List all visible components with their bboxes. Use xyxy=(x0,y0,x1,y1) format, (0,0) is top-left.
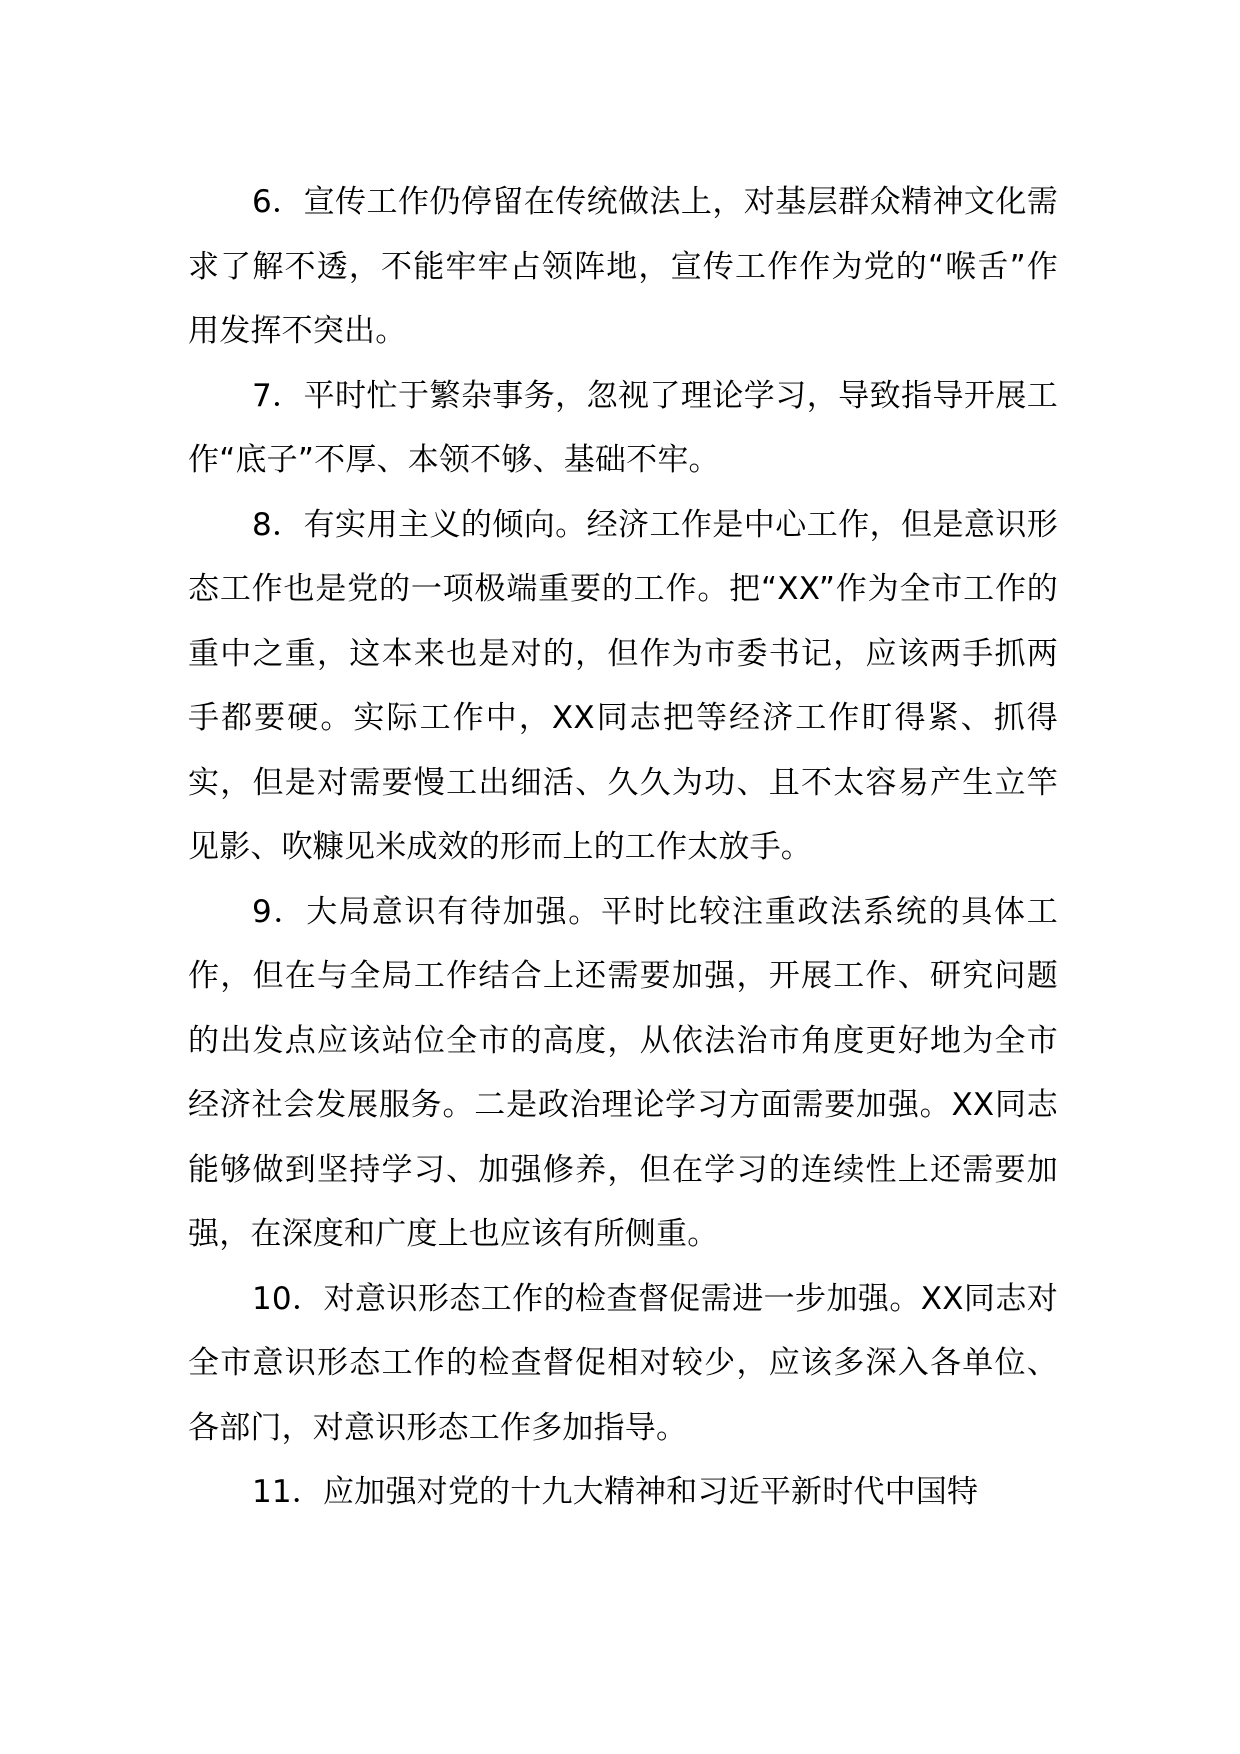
paragraph-item-9: 9．大局意识有待加强。平时比较注重政法系统的具体工作，但在与全局工作结合上还需要加强，开展工作、研究问题的出发点应该站位全市的高度，从依法治市角度更好地为全市经济社会发展服务。二是政治理论学习方面需要加强。XX同志能够做到坚持学习、加强修养，但在学习的连续性上还需要加强，在深度和广度上也应该有所侧重。 xyxy=(188,893,1058,1252)
paragraph-item-7: 7．平时忙于繁杂事务，忽视了理论学习，导致指导开展工作“底子”不厚、本领不够、基础不牢。 xyxy=(188,377,1058,478)
paragraph-item-11: 11．应加强对党的十九大精神和习近平新时代中国特 xyxy=(252,1474,979,1510)
document-body xyxy=(188,170,1058,1525)
paragraph-item-6: 6．宣传工作仍停留在传统做法上，对基层群众精神文化需求了解不透，不能牢牢占领阵地，宣传工作作为党的“喉舌”作用发挥不突出。 xyxy=(188,184,1058,349)
paragraph-item-8: 8．有实用主义的倾向。经济工作是中心工作，但是意识形态工作也是党的一项极端重要的工作。把“XX”作为全市工作的重中之重，这本来也是对的，但作为市委书记，应该两手抓两手都要硬。实际工作中，XX同志把等经济工作盯得紧、抓得实，但是对需要慢工出细活、久久为功、且不太容易产生立竿见影、吹糠见米成效的形而上的工作太放手。 xyxy=(188,506,1058,865)
paragraph-item-10: 10．对意识形态工作的检查督促需进一步加强。XX同志对全市意识形态工作的检查督促相对较少，应该多深入各单位、各部门，对意识形态工作多加指导。 xyxy=(188,1280,1058,1446)
